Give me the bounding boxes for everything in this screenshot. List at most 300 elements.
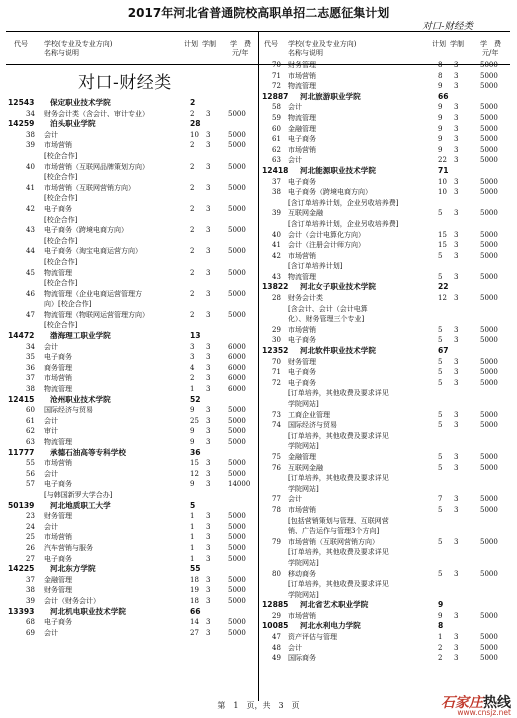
major-years: 3 bbox=[206, 247, 211, 256]
note-row bbox=[262, 314, 512, 325]
major-name: 物流管理（物联网运营管理方向） bbox=[44, 310, 149, 319]
major-fee: 5000 bbox=[228, 522, 246, 531]
major-code: 43 bbox=[272, 272, 281, 281]
note-row bbox=[6, 172, 256, 183]
major-name: 审计 bbox=[44, 427, 58, 436]
major-note: 学院网站] bbox=[288, 558, 319, 567]
major-row bbox=[6, 363, 256, 374]
major-row bbox=[262, 537, 512, 548]
major-code: 78 bbox=[272, 505, 281, 514]
major-note: [含会计、会计（会计电算 bbox=[288, 304, 368, 313]
major-code: 61 bbox=[26, 416, 35, 425]
school-name: 河北机电职业技术学院 bbox=[50, 606, 126, 616]
school-code: 13393 bbox=[8, 606, 35, 616]
major-row bbox=[6, 585, 256, 596]
major-name: 电子商务 bbox=[44, 353, 72, 362]
major-plan: 1 bbox=[190, 543, 195, 552]
header-fee-line1: 学 费 bbox=[480, 40, 501, 48]
major-years: 3 bbox=[454, 209, 459, 218]
major-years: 3 bbox=[454, 410, 459, 419]
major-years: 3 bbox=[206, 130, 211, 139]
major-plan: 5 bbox=[438, 378, 443, 387]
major-name: 物流管理（企业电商运营管理方 bbox=[44, 289, 142, 298]
major-row bbox=[262, 145, 512, 156]
major-years: 3 bbox=[206, 268, 211, 277]
major-fee: 5000 bbox=[228, 310, 246, 319]
major-row bbox=[6, 352, 256, 363]
page-footer: 第 1 页，共 3 页 bbox=[217, 701, 300, 710]
major-code: 39 bbox=[26, 141, 35, 150]
major-row bbox=[6, 575, 256, 586]
major-plan: 10 bbox=[438, 177, 447, 186]
major-years: 3 bbox=[206, 109, 211, 118]
major-plan: 5 bbox=[438, 452, 443, 461]
major-plan: 12 bbox=[190, 469, 199, 478]
major-code: 45 bbox=[26, 268, 35, 277]
major-code: 40 bbox=[272, 230, 281, 239]
major-fee: 5000 bbox=[480, 378, 498, 387]
major-years: 3 bbox=[454, 643, 459, 652]
major-code: 26 bbox=[26, 543, 35, 552]
major-row bbox=[6, 437, 256, 448]
major-name: 市场营销（互联网营销方向） bbox=[44, 183, 135, 192]
school-name: 泊头职业学院 bbox=[50, 119, 96, 129]
major-fee: 5000 bbox=[480, 643, 498, 652]
major-code: 44 bbox=[26, 247, 35, 256]
major-code: 60 bbox=[26, 406, 35, 415]
major-plan: 2 bbox=[190, 226, 195, 235]
major-name: 电子商务（淘宝电商运营方向） bbox=[44, 247, 142, 256]
major-years: 3 bbox=[454, 336, 459, 345]
major-note: [校企合作] bbox=[44, 173, 78, 182]
major-years: 3 bbox=[206, 374, 211, 383]
major-plan: 9 bbox=[438, 145, 443, 154]
school-row bbox=[6, 501, 256, 512]
header-years: 学制 bbox=[450, 40, 464, 48]
major-fee: 5000 bbox=[228, 543, 246, 552]
major-row bbox=[6, 522, 256, 533]
note-row bbox=[6, 299, 256, 310]
major-fee: 6000 bbox=[228, 363, 246, 372]
major-fee: 5000 bbox=[480, 251, 498, 260]
major-name: 工商企业管理 bbox=[288, 410, 330, 419]
major-code: 38 bbox=[26, 130, 35, 139]
major-fee: 5000 bbox=[480, 654, 498, 663]
header-plan: 计划 bbox=[432, 40, 446, 48]
major-fee: 5000 bbox=[228, 596, 246, 605]
header-plan: 计划 bbox=[184, 40, 198, 48]
major-years: 3 bbox=[206, 469, 211, 478]
major-plan: 2 bbox=[190, 204, 195, 213]
major-row bbox=[6, 289, 256, 300]
major-note: [与韩国新罗大学合办] bbox=[44, 490, 113, 499]
major-plan: 5 bbox=[438, 272, 443, 281]
major-name: 会计 bbox=[288, 103, 302, 112]
school-name: 沧州职业技术学院 bbox=[50, 394, 111, 404]
major-code: 71 bbox=[272, 71, 281, 80]
major-plan: 15 bbox=[438, 241, 447, 250]
major-code: 74 bbox=[272, 421, 281, 430]
major-fee: 5000 bbox=[228, 416, 246, 425]
major-name: 物流管理 bbox=[288, 82, 316, 91]
school-plan-total: 9 bbox=[438, 600, 444, 610]
major-row bbox=[262, 102, 512, 113]
major-name: 互联网金融 bbox=[288, 463, 323, 472]
major-code: 61 bbox=[272, 135, 281, 144]
major-years: 3 bbox=[454, 156, 459, 165]
category-heading: 对口-财经类 bbox=[78, 73, 172, 93]
major-fee: 5000 bbox=[228, 586, 246, 595]
major-name: 会计 bbox=[44, 628, 58, 637]
major-code: 23 bbox=[26, 512, 35, 521]
school-name: 承德石油高等专科学校 bbox=[50, 447, 126, 457]
school-code: 13822 bbox=[262, 282, 289, 292]
major-fee: 5000 bbox=[480, 452, 498, 461]
major-code: 69 bbox=[26, 628, 35, 637]
major-name: 金融管理 bbox=[44, 575, 72, 584]
major-years: 3 bbox=[454, 378, 459, 387]
major-code: 38 bbox=[26, 385, 35, 394]
major-years: 3 bbox=[206, 427, 211, 436]
major-row bbox=[262, 81, 512, 92]
major-code: 59 bbox=[272, 113, 281, 122]
school-row bbox=[262, 92, 512, 103]
major-name: 会计 bbox=[44, 130, 58, 139]
major-fee: 5000 bbox=[480, 209, 498, 218]
school-code: 50139 bbox=[8, 500, 35, 510]
major-name: 物流管理 bbox=[288, 113, 316, 122]
major-code: 57 bbox=[26, 480, 35, 489]
major-code: 25 bbox=[26, 533, 35, 542]
major-fee: 5000 bbox=[480, 156, 498, 165]
major-code: 70 bbox=[272, 357, 281, 366]
major-fee: 5000 bbox=[480, 241, 498, 250]
major-plan: 5 bbox=[438, 410, 443, 419]
major-row bbox=[262, 230, 512, 241]
major-plan: 2 bbox=[438, 654, 443, 663]
major-fee: 14000 bbox=[228, 480, 251, 489]
note-row bbox=[262, 388, 512, 399]
major-row bbox=[262, 452, 512, 463]
major-row bbox=[6, 204, 256, 215]
major-plan: 5 bbox=[438, 421, 443, 430]
section-tag: 对口-财经类 bbox=[422, 21, 473, 32]
major-years: 3 bbox=[454, 463, 459, 472]
major-years: 3 bbox=[206, 416, 211, 425]
major-row bbox=[6, 130, 256, 141]
major-years: 3 bbox=[206, 183, 211, 192]
major-code: 80 bbox=[272, 569, 281, 578]
major-note: 销、广告运作与管理3个方向] bbox=[288, 527, 380, 536]
major-fee: 5000 bbox=[480, 421, 498, 430]
header-major-line1: 学校(专业及专业方向) bbox=[44, 40, 113, 48]
major-row bbox=[6, 109, 256, 120]
major-plan: 9 bbox=[438, 124, 443, 133]
page-title: 2017年河北省普通院校高职单招二志愿征集计划 bbox=[127, 6, 390, 20]
major-years: 3 bbox=[206, 459, 211, 468]
major-note: [订单培养，其他收费及要求详见 bbox=[288, 548, 389, 557]
major-note: 学院网站] bbox=[288, 442, 319, 451]
major-years: 3 bbox=[206, 512, 211, 521]
major-row bbox=[262, 325, 512, 336]
major-code: 46 bbox=[26, 289, 35, 298]
school-row bbox=[262, 346, 512, 357]
major-code: 73 bbox=[272, 410, 281, 419]
major-name: 电子商务 bbox=[288, 135, 316, 144]
major-note: [校企合作] bbox=[44, 151, 78, 160]
major-plan: 2 bbox=[190, 162, 195, 171]
major-name: 市场营销 bbox=[288, 251, 316, 260]
major-name: 市场营销 bbox=[288, 71, 316, 80]
major-row bbox=[6, 268, 256, 279]
major-code: 40 bbox=[26, 162, 35, 171]
major-fee: 5000 bbox=[228, 141, 246, 150]
major-row bbox=[6, 162, 256, 173]
note-row bbox=[262, 198, 512, 209]
major-years: 3 bbox=[206, 141, 211, 150]
major-name: 国际经济与贸易 bbox=[288, 421, 337, 430]
major-years: 3 bbox=[454, 569, 459, 578]
major-fee: 5000 bbox=[228, 247, 246, 256]
major-years: 3 bbox=[454, 654, 459, 663]
major-plan: 7 bbox=[438, 495, 443, 504]
header-fee-line2: 元/年 bbox=[232, 49, 249, 57]
major-name: 市场营销 bbox=[288, 505, 316, 514]
school-plan-total: 5 bbox=[190, 500, 196, 510]
major-name: 电子商务（跨境电商方向） bbox=[44, 226, 128, 235]
major-note: [校企合作] bbox=[44, 257, 78, 266]
major-name: 财务管理 bbox=[288, 357, 316, 366]
school-plan-total: 2 bbox=[190, 98, 196, 107]
major-fee: 5000 bbox=[480, 463, 498, 472]
school-row bbox=[262, 621, 512, 632]
major-code: 72 bbox=[272, 378, 281, 387]
major-fee: 5000 bbox=[480, 569, 498, 578]
major-fee: 5000 bbox=[480, 145, 498, 154]
note-row bbox=[262, 219, 512, 230]
school-row bbox=[262, 282, 512, 293]
school-code: 14259 bbox=[8, 119, 35, 129]
major-row bbox=[262, 272, 512, 283]
major-fee: 5000 bbox=[228, 109, 246, 118]
major-years: 3 bbox=[206, 342, 211, 351]
school-row bbox=[6, 331, 256, 342]
major-code: 55 bbox=[26, 459, 35, 468]
major-row bbox=[262, 653, 512, 664]
major-fee: 5000 bbox=[480, 611, 498, 620]
watermark-url: www.cnsjz.net bbox=[457, 708, 511, 717]
major-name: 财务管理 bbox=[44, 586, 72, 595]
major-name: 会计 bbox=[44, 342, 58, 351]
major-code: 42 bbox=[26, 204, 35, 213]
major-years: 3 bbox=[206, 522, 211, 531]
major-years: 3 bbox=[454, 124, 459, 133]
major-years: 3 bbox=[206, 628, 211, 637]
major-years: 3 bbox=[454, 135, 459, 144]
major-code: 47 bbox=[26, 310, 35, 319]
major-plan: 9 bbox=[190, 406, 195, 415]
note-row bbox=[6, 236, 256, 247]
major-code: 27 bbox=[26, 554, 35, 563]
school-code: 12887 bbox=[262, 91, 289, 101]
header-major-line2: 名称与说明 bbox=[44, 49, 79, 57]
major-years: 3 bbox=[454, 452, 459, 461]
major-name: 商务管理 bbox=[44, 363, 72, 372]
major-row bbox=[6, 246, 256, 257]
major-name: 会计 bbox=[288, 156, 302, 165]
major-years: 3 bbox=[206, 438, 211, 446]
major-years: 3 bbox=[206, 162, 211, 171]
major-note: [订单培养，其他收费及要求详见 bbox=[288, 580, 389, 589]
major-code: 77 bbox=[272, 495, 281, 504]
note-row bbox=[262, 516, 512, 527]
major-plan: 2 bbox=[190, 374, 195, 383]
major-name: 电子商务 bbox=[44, 618, 72, 627]
major-fee: 5000 bbox=[228, 459, 246, 468]
major-code: 43 bbox=[26, 226, 35, 235]
major-fee: 5000 bbox=[480, 325, 498, 334]
major-years: 3 bbox=[454, 188, 459, 197]
major-years: 3 bbox=[206, 385, 211, 394]
major-fee: 5000 bbox=[228, 204, 246, 213]
major-row bbox=[262, 367, 512, 378]
school-row bbox=[6, 395, 256, 406]
major-years: 3 bbox=[454, 103, 459, 112]
note-row bbox=[262, 473, 512, 484]
major-name: 市场营销（互联网营销方向） bbox=[288, 537, 379, 546]
major-plan: 15 bbox=[190, 459, 199, 468]
major-code: 72 bbox=[272, 82, 281, 91]
major-fee: 5000 bbox=[480, 124, 498, 133]
school-name: 河北软件职业技术学院 bbox=[300, 346, 376, 356]
major-plan: 12 bbox=[438, 294, 447, 303]
major-note: 化）、财务管理三个专业] bbox=[288, 315, 365, 324]
major-plan: 5 bbox=[438, 463, 443, 472]
major-row bbox=[262, 187, 512, 198]
major-plan: 4 bbox=[190, 363, 195, 372]
major-code: 39 bbox=[272, 209, 281, 218]
school-row bbox=[6, 448, 256, 459]
major-code: 68 bbox=[26, 618, 35, 627]
major-row bbox=[262, 251, 512, 262]
major-code: 49 bbox=[272, 654, 281, 663]
major-fee: 5000 bbox=[228, 533, 246, 542]
major-name: 财务管理 bbox=[44, 512, 72, 521]
major-plan: 8 bbox=[438, 61, 443, 69]
major-fee: 5000 bbox=[228, 469, 246, 478]
major-plan: 5 bbox=[438, 537, 443, 546]
major-years: 3 bbox=[454, 505, 459, 514]
major-plan: 18 bbox=[190, 575, 199, 584]
major-years: 3 bbox=[454, 611, 459, 620]
major-name: 市场营销 bbox=[288, 145, 316, 154]
major-code: 38 bbox=[272, 188, 281, 197]
major-note: 学院网站] bbox=[288, 400, 319, 408]
school-row bbox=[6, 564, 256, 575]
major-years: 3 bbox=[454, 113, 459, 122]
school-code: 14472 bbox=[8, 331, 35, 341]
major-plan: 2 bbox=[190, 109, 195, 118]
note-row bbox=[6, 151, 256, 162]
school-row bbox=[262, 600, 512, 611]
header-code: 代号 bbox=[264, 40, 278, 48]
major-plan: 9 bbox=[438, 103, 443, 112]
major-fee: 5000 bbox=[228, 289, 246, 298]
major-fee: 5000 bbox=[480, 633, 498, 642]
major-row bbox=[262, 208, 512, 219]
major-plan: 1 bbox=[190, 512, 195, 521]
major-years: 3 bbox=[206, 586, 211, 595]
major-plan: 2 bbox=[190, 289, 195, 298]
major-plan: 1 bbox=[438, 633, 443, 642]
major-row bbox=[262, 420, 512, 431]
major-code: 35 bbox=[26, 353, 35, 362]
header-fee-line1: 学 费 bbox=[230, 40, 251, 48]
major-code: 75 bbox=[272, 452, 281, 461]
note-row bbox=[6, 215, 256, 226]
major-years: 3 bbox=[206, 596, 211, 605]
major-row bbox=[6, 405, 256, 416]
major-row bbox=[6, 416, 256, 427]
major-code: 58 bbox=[272, 103, 281, 112]
school-plan-total: 66 bbox=[438, 91, 449, 101]
major-code: 34 bbox=[26, 109, 35, 118]
major-name: 市场营销 bbox=[288, 325, 316, 334]
major-years: 3 bbox=[206, 618, 211, 627]
major-note: [订单培养，其他收费及要求详见 bbox=[288, 389, 389, 398]
major-name: 会计 bbox=[44, 469, 58, 478]
major-fee: 5000 bbox=[228, 628, 246, 637]
note-row bbox=[6, 257, 256, 268]
major-plan: 2 bbox=[190, 141, 195, 150]
major-row bbox=[6, 596, 256, 607]
school-plan-total: 71 bbox=[438, 165, 449, 175]
note-row bbox=[262, 526, 512, 537]
major-name: 电子商务 bbox=[288, 368, 316, 377]
school-plan-total: 13 bbox=[190, 331, 201, 341]
major-fee: 5000 bbox=[480, 336, 498, 345]
major-name: 财务管理 bbox=[288, 61, 316, 69]
major-years: 3 bbox=[206, 226, 211, 235]
note-row bbox=[6, 193, 256, 204]
major-fee: 5000 bbox=[228, 438, 246, 446]
major-plan: 15 bbox=[438, 230, 447, 239]
major-name: 汽车营销与服务 bbox=[44, 543, 93, 552]
major-note: [含订单培养计划] bbox=[288, 262, 343, 271]
school-name: 河北女子职业技术学院 bbox=[300, 282, 376, 292]
major-years: 3 bbox=[206, 480, 211, 489]
major-row bbox=[262, 410, 512, 421]
major-years: 3 bbox=[206, 575, 211, 584]
major-note: [含订单培养计划，企业另收培养费] bbox=[288, 219, 399, 228]
major-plan: 5 bbox=[438, 569, 443, 578]
school-plan-total: 67 bbox=[438, 346, 449, 356]
major-fee: 5000 bbox=[480, 71, 498, 80]
major-plan: 3 bbox=[190, 353, 195, 362]
major-fee: 6000 bbox=[228, 353, 246, 362]
major-plan: 1 bbox=[190, 522, 195, 531]
major-plan: 2 bbox=[190, 247, 195, 256]
major-name: 会计（财务会计） bbox=[44, 596, 100, 605]
major-fee: 5000 bbox=[480, 495, 498, 504]
school-code: 10085 bbox=[262, 621, 289, 631]
major-row bbox=[6, 479, 256, 490]
major-row bbox=[6, 342, 256, 353]
major-name: 电子商务 bbox=[288, 336, 316, 345]
major-code: 34 bbox=[26, 342, 35, 351]
major-plan: 5 bbox=[438, 325, 443, 334]
major-fee: 5000 bbox=[228, 130, 246, 139]
